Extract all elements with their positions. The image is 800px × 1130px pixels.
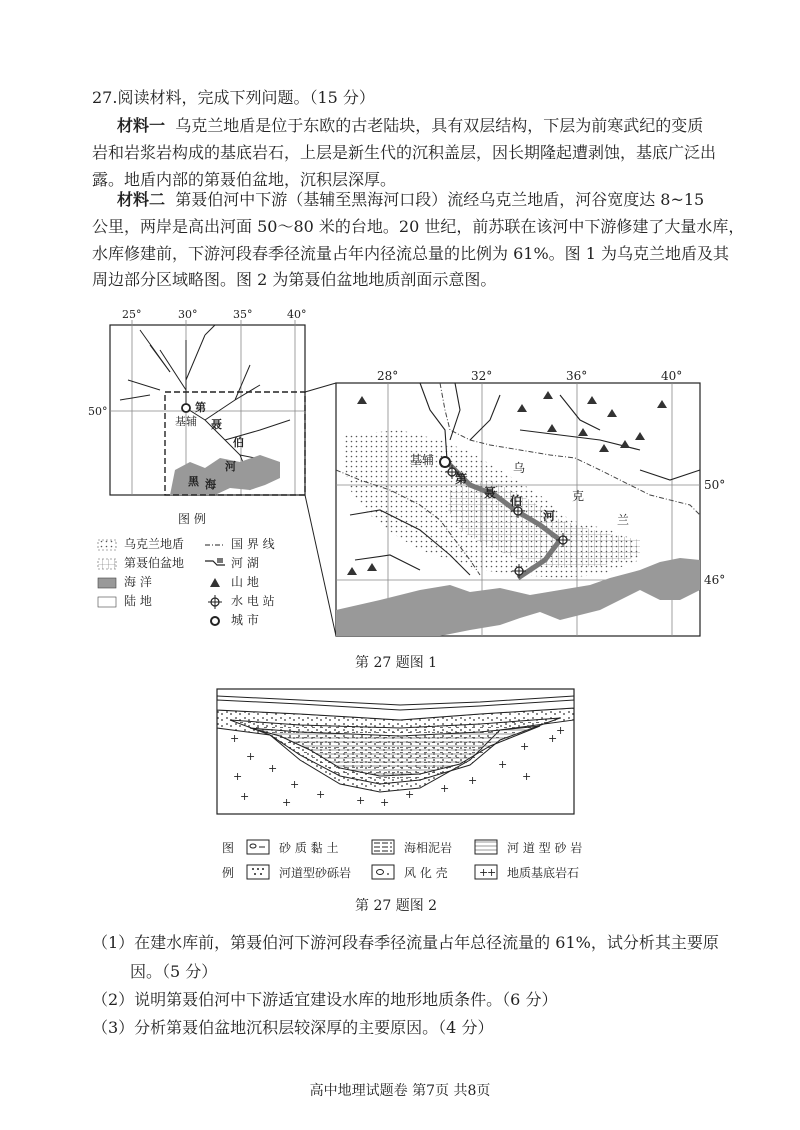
- figure-2: [0, 680, 800, 910]
- svg-text:+: +: [487, 866, 497, 879]
- material-1-line-2: 岩和岩浆岩构成的基底岩石，上层是新生代的沉积盖层，因长期隆起遭剥蚀，基底广泛出: [92, 143, 717, 162]
- fig1-legend-item-grid: [98, 555, 184, 570]
- question-2: （2）说明第聂伯河中下游适宜建设水库的地形地质条件。（6 分）: [92, 990, 558, 1009]
- fig1-caption: 第 27 题图 1: [355, 655, 438, 671]
- fig1-legend-label: 乌克兰地盾: [124, 537, 185, 551]
- large-river-char-2: 聂: [484, 486, 497, 500]
- fig1-legend-label: 城 市: [231, 613, 259, 627]
- question-header: 27.阅读材料，完成下列问题。（15 分）: [92, 88, 375, 107]
- basement-plus-mark: +: [290, 778, 300, 791]
- large-lon-3: 36°: [566, 369, 588, 383]
- small-lon-2: 30°: [178, 308, 198, 321]
- fig1-legend-item-dots: [98, 536, 184, 551]
- large-country-char-1: 乌: [513, 461, 526, 475]
- small-sea-char-1: 黑: [188, 475, 199, 488]
- basement-plus-mark: +: [268, 762, 278, 775]
- basement-plus-mark: +: [520, 740, 530, 753]
- fig2-legend: [222, 840, 582, 880]
- small-lat-50: 50°: [88, 405, 108, 418]
- fig1-legend-label: 山 地: [231, 575, 259, 589]
- large-lat-50: 50°: [704, 478, 726, 492]
- material-2-line-2: 公里，两岸是高出河面 50～80 米的台地。20 世纪，前苏联在该河中下游修建了大量水库，: [92, 217, 745, 236]
- small-kyiv-city-icon: [182, 404, 190, 412]
- fig2-legend-item-sandy-clay: [247, 840, 338, 855]
- small-river-char-3: 伯: [233, 436, 244, 449]
- fig1-legend-label: 河 湖: [231, 556, 259, 570]
- fig2-legend-item-weathered-crust: [372, 865, 448, 880]
- fig2-legend-label: 河道型砂砾岩: [279, 866, 352, 880]
- material-1-line-3: 露。地盾内部的第聂伯盆地，沉积层深厚。: [92, 170, 397, 189]
- basement-plus-mark: +: [356, 794, 366, 807]
- fig1-legend-label: 海 洋: [124, 575, 152, 589]
- material-2-label: 材料二: [117, 190, 166, 209]
- large-map: [336, 369, 725, 636]
- small-city-label: 基辅: [175, 415, 197, 428]
- fig1-legend-label: 第聂伯盆地: [124, 556, 185, 570]
- fig2-legend-item-channel-sandstone: [475, 840, 582, 855]
- basement-plus-mark: +: [468, 774, 478, 787]
- material-1-line-1: 材料一 乌克兰地盾是位于东欧的古老陆块，具有双层结构，下层为前寒武纪的变质: [117, 116, 704, 135]
- small-lon-1: 25°: [122, 308, 142, 321]
- fig1-legend-item-land: [98, 593, 152, 608]
- basement-plus-mark: +: [246, 750, 256, 763]
- basement-plus-mark: +: [230, 732, 240, 745]
- connector-top: [305, 383, 336, 392]
- basement-plus-mark: +: [240, 790, 250, 803]
- fig2-legend-item-marine-mudstone: [372, 840, 452, 855]
- fig1-legend-item-station: [208, 593, 275, 609]
- fig1-legend-item-border: [205, 536, 275, 551]
- small-river-char-2: 聂: [211, 418, 222, 431]
- fig1-legend-title: 图 例: [178, 512, 206, 526]
- basement-plus-mark: +: [405, 788, 415, 801]
- fig2-legend-side-2: 例: [222, 866, 235, 880]
- basement-plus-mark: +: [316, 788, 326, 801]
- basement-plus-mark: +: [548, 732, 558, 745]
- basement-plus-mark: +: [440, 782, 450, 795]
- basement-plus-mark: +: [233, 770, 243, 783]
- fig2-legend-label: 地质基底岩石: [507, 866, 580, 880]
- material-2-line-1: 材料二 第聂伯河中下游（基辅至黑海河口段）流经乌克兰地盾，河谷宽度达 8~15: [117, 190, 705, 209]
- basement-plus-mark: +: [556, 724, 566, 737]
- small-river-char-4: 河: [225, 460, 236, 473]
- basement-plus-mark: +: [498, 758, 508, 771]
- basement-plus-mark: +: [282, 796, 292, 809]
- large-lon-1: 28°: [377, 369, 399, 383]
- fig2-legend-label: 风 化 壳: [404, 866, 448, 880]
- basement-plus-mark: +: [522, 770, 532, 783]
- basement-plus-mark: +: [380, 796, 390, 809]
- fig2-legend-label: 砂 质 黏 土: [279, 841, 339, 855]
- large-lat-46: 46°: [704, 573, 726, 587]
- material-2-line-3: 水库修建前，下游河段春季径流量占年内径流总量的比例为 61%。图 1 为乌克兰地盾及其: [92, 244, 730, 263]
- fig1-legend-item-sea: [98, 575, 152, 589]
- question-1-line-1: （1）在建水库前，第聂伯河下游河段春季径流量占年总径流量的 61%，试分析其主要原: [92, 933, 719, 952]
- small-lon-3: 35°: [233, 308, 253, 321]
- large-kyiv-city-icon: [440, 457, 450, 467]
- fig2-legend-item-channel-conglomerate: [247, 865, 351, 880]
- fig1-legend-label: 水 电 站: [231, 594, 275, 608]
- large-city-label: 基辅: [410, 453, 435, 467]
- large-river-char-1: 第: [455, 472, 468, 486]
- fig2-legend-side-1: 图: [222, 841, 235, 855]
- small-lon-4: 40°: [287, 308, 307, 321]
- fig1-legend: [98, 511, 275, 627]
- question-1-line-2: 因。（5 分）: [130, 962, 218, 981]
- large-lon-4: 40°: [661, 369, 683, 383]
- large-lon-2: 32°: [471, 369, 493, 383]
- fig1-legend-item-mountain: [210, 574, 259, 589]
- fig1-legend-label: 陆 地: [124, 594, 152, 608]
- fig2-legend-label: 海相泥岩: [404, 841, 453, 855]
- page-footer: 高中地理试题卷 第7页 共8页: [309, 1083, 491, 1099]
- connector-bottom: [305, 495, 336, 636]
- small-map: [88, 308, 307, 495]
- small-river-char-1: 第: [195, 401, 206, 414]
- fig1-legend-item-river: [205, 555, 259, 570]
- fig2-legend-item-basement-rock: [475, 865, 579, 880]
- svg-text:+: +: [479, 866, 489, 879]
- geological-section: [217, 689, 574, 814]
- fig1-legend-label: 国 界 线: [231, 537, 275, 551]
- question-3: （3）分析第聂伯盆地沉积层较深厚的主要原因。（4 分）: [92, 1018, 494, 1037]
- small-sea-char-2: 海: [205, 478, 216, 491]
- large-country-char-2: 克: [572, 489, 585, 503]
- material-1-label: 材料一: [117, 116, 166, 135]
- material-2-line-4: 周边部分区域略图。图 2 为第聂伯盆地地质剖面示意图。: [92, 270, 497, 289]
- fig2-legend-label: 河 道 型 砂 岩: [507, 841, 583, 855]
- large-country-char-3: 兰: [617, 513, 630, 527]
- fig1-legend-item-city: [211, 613, 259, 627]
- fig2-caption: 第 27 题图 2: [355, 898, 438, 914]
- large-river-char-4: 河: [543, 509, 556, 523]
- large-river-char-3: 伯: [510, 494, 523, 508]
